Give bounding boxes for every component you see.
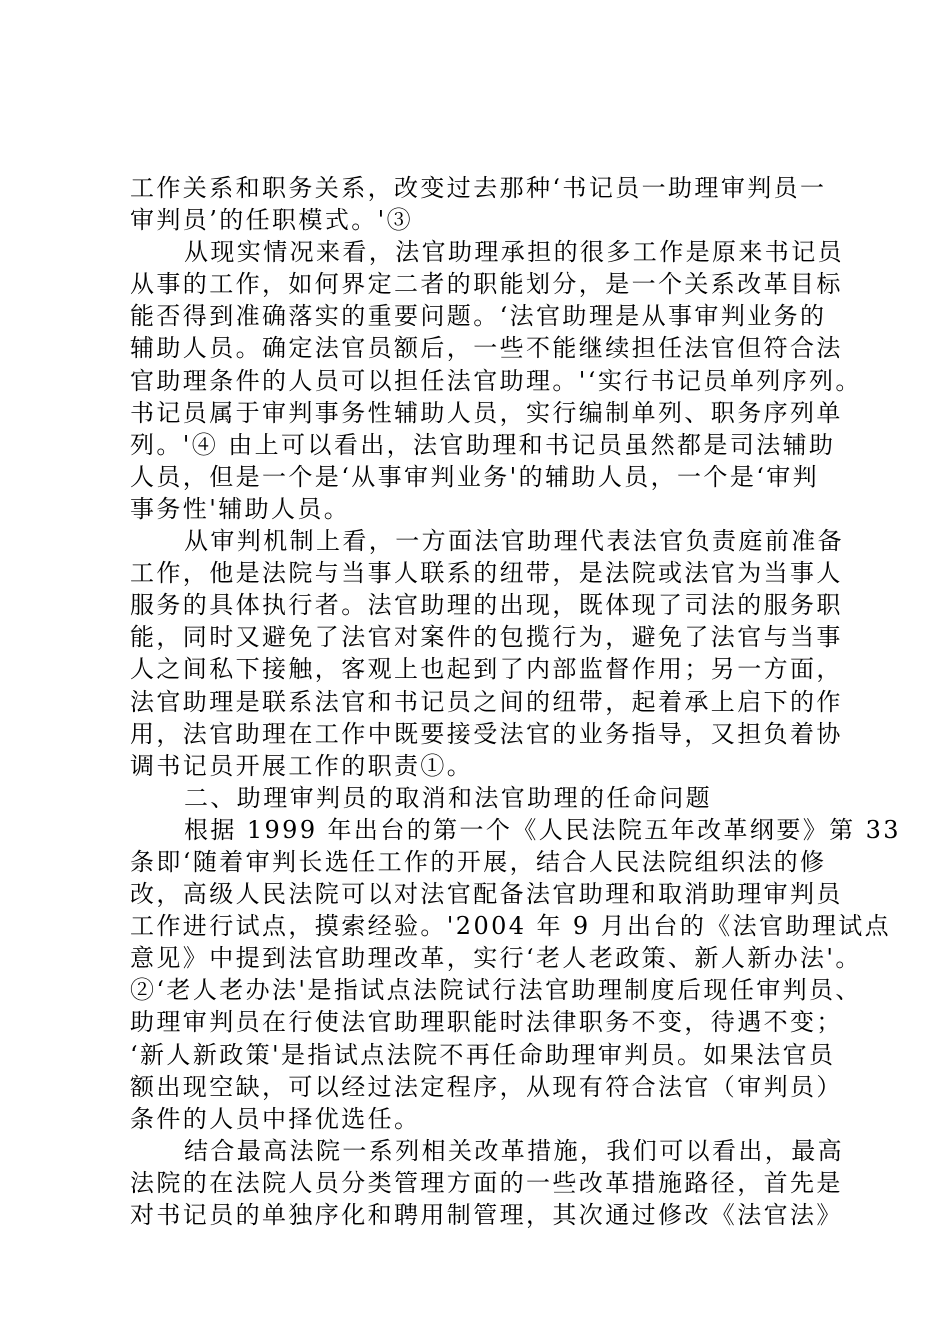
text-line: 服务的具体执行者。法官助理的出现，既体现了司法的服务职 [130, 591, 843, 620]
text-line: 意见》中提到法官助理改革，实行‘老人老政策、新人新办法'。 [130, 944, 862, 973]
paragraph-start-line: 根据 1999 年出台的第一个《人民法院五年改革纲要》第 33 [184, 815, 901, 844]
paragraph-start-line: 从审判机制上看，一方面法官助理代表法官负责庭前准备 [184, 527, 844, 556]
text-line: 助理审判员在行使法官助理职能时法律职务不变，待遇不变； [130, 1008, 843, 1037]
paragraph-start-line: 结合最高法院一系列相关改革措施，我们可以看出，最高 [184, 1136, 844, 1165]
text-line: 工作，他是法院与当事人联系的纽带，是法院或法官为当事人 [130, 559, 843, 588]
text-line: 辅助人员。确定法官员额后，一些不能继续担任法官但符合法 [130, 334, 843, 363]
text-line: 条即‘随着审判长选任工作的开展，结合人民法院组织法的修 [130, 847, 827, 876]
text-line: 书记员属于审判事务性辅助人员，实行编制单列、职务序列单 [130, 398, 843, 427]
text-line: 事务性'辅助人员。 [130, 494, 351, 523]
text-line: 能否得到准确落实的重要问题。‘法官助理是从事审判业务的 [130, 302, 827, 331]
text-line: 调书记员开展工作的职责①。 [130, 751, 474, 780]
text-line: ②‘老人老办法'是指试点法院试行法官助理制度后现任审判员、 [130, 976, 862, 1005]
text-line: 对书记员的单独序化和聘用制管理，其次通过修改《法官法》 [130, 1201, 843, 1229]
paragraph-start-line: 从现实情况来看，法官助理承担的很多工作是原来书记员 [184, 238, 844, 267]
text-line: 条件的人员中择优选任。 [130, 1104, 421, 1133]
text-line: 人之间私下接触，客观上也起到了内部监督作用；另一方面， [130, 655, 843, 684]
text-line: 法院的在法院人员分类管理方面的一些改革措施路径，首先是 [130, 1168, 843, 1197]
text-line: 工作进行试点，摸索经验。'2004 年 9 月出台的《法官助理试点 [130, 912, 892, 941]
text-line: ‘新人新政策'是指试点法院不再任命助理审判员。如果法官员 [130, 1040, 836, 1069]
text-line: 审判员’的任职模式。'③ [130, 206, 414, 235]
text-line: 人员，但是一个是‘从事审判业务'的辅助人员，一个是‘审判 [130, 462, 820, 491]
text-line: 改，高级人民法院可以对法官配备法官助理和取消助理审判员 [130, 880, 843, 909]
text-line: 用，法官助理在工作中既要接受法官的业务指导，又担负着协 [130, 719, 843, 748]
body-text [130, 172, 901, 1231]
section-heading: 二、助理审判员的取消和法官助理的任命问题 [184, 783, 712, 812]
text-line: 从事的工作，如何界定二者的职能划分，是一个关系改革目标 [130, 270, 843, 299]
text-line: 法官助理是联系法官和书记员之间的纽带，起着承上启下的作 [130, 687, 843, 716]
text-line: 工作关系和职务关系，改变过去那种‘书记员一助理审判员一 [130, 174, 827, 202]
text-line: 列。'④ 由上可以看出，法官助理和书记员虽然都是司法辅助 [130, 430, 836, 459]
text-line: 官助理条件的人员可以担任法官助理。'‘实行书记员单列序列。 [130, 366, 862, 395]
text-line: 额出现空缺，可以经过法定程序，从现有符合法官（审判员） [130, 1072, 843, 1101]
text-line: 能，同时又避免了法官对案件的包揽行为，避免了法官与当事 [130, 623, 843, 652]
